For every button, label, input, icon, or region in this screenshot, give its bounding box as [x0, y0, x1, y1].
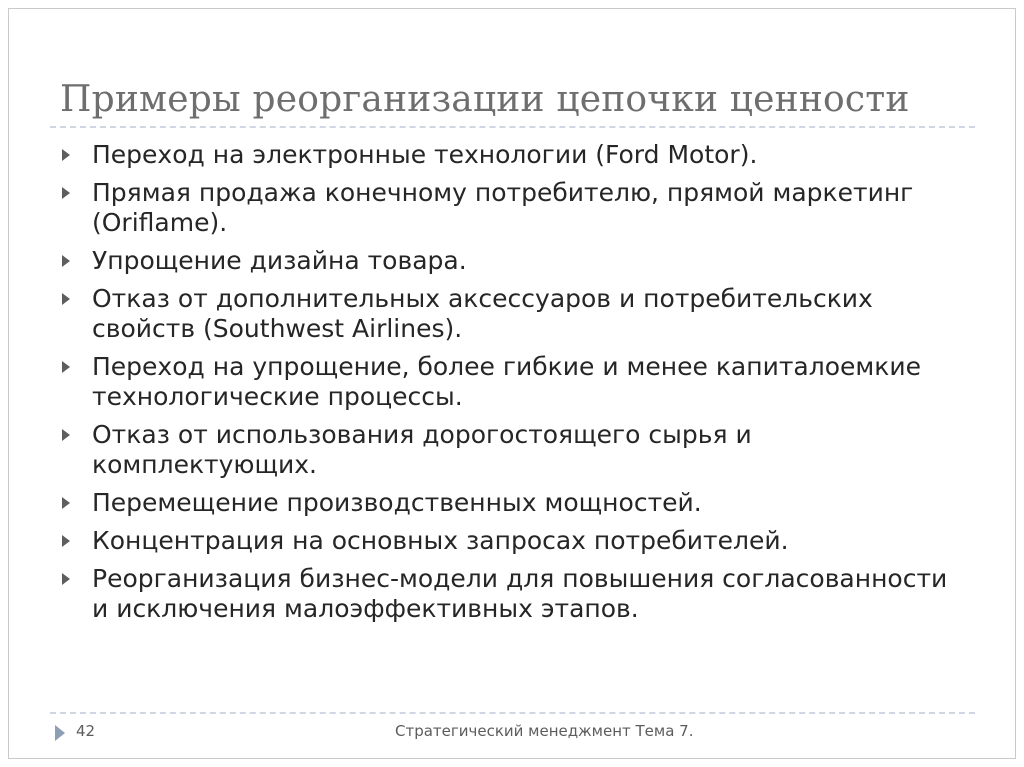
triangle-right-icon: [62, 187, 70, 199]
triangle-right-icon: [62, 293, 70, 305]
triangle-right-icon: [62, 255, 70, 267]
bullet-text: Упрощение дизайна товара.: [92, 246, 467, 275]
bullet-text: Переход на электронные технологии (Ford Motor).: [92, 140, 758, 169]
bullet-text: Отказ от использования дорогостоящего сырья и комплектующих.: [92, 420, 752, 479]
footer-text: Стратегический менеджмент Тема 7.: [395, 722, 694, 740]
bullet-item: [60, 488, 965, 518]
triangle-right-icon: [62, 149, 70, 161]
bullet-text: Реорганизация бизнес-модели для повышения согласованности и исключения малоэффективных этапов.: [92, 564, 948, 623]
bullet-item: [60, 140, 965, 170]
bullet-item: [60, 352, 965, 412]
triangle-right-icon: [55, 725, 65, 741]
triangle-right-icon: [62, 497, 70, 509]
bullet-list: [60, 140, 965, 680]
triangle-right-icon: [62, 573, 70, 585]
bullet-item: [60, 284, 965, 344]
bullet-text: Отказ от дополнительных аксессуаров и потребительских свойств (Southwest Airlines).: [92, 284, 873, 343]
bullet-text: Перемещение производственных мощностей.: [92, 488, 702, 517]
bullet-text: Прямая продажа конечному потребителю, прямой маркетинг (Oriflame).: [92, 178, 914, 237]
triangle-right-icon: [62, 361, 70, 373]
footer-divider: [50, 712, 975, 714]
slide-title: Примеры реорганизации цепочки ценности: [60, 79, 910, 120]
triangle-right-icon: [62, 535, 70, 547]
title-divider: [50, 126, 975, 128]
bullet-text: Переход на упрощение, более гибкие и менее капиталоемкие технологические процессы.: [92, 352, 921, 411]
bullet-text: Концентрация на основных запросах потребителей.: [92, 526, 789, 555]
bullet-item: [60, 420, 965, 480]
bullet-item: [60, 564, 965, 624]
triangle-right-icon: [62, 429, 70, 441]
page-number: 42: [76, 722, 96, 740]
bullet-item: [60, 178, 965, 238]
bullet-item: [60, 246, 965, 276]
bullet-item: [60, 526, 965, 556]
